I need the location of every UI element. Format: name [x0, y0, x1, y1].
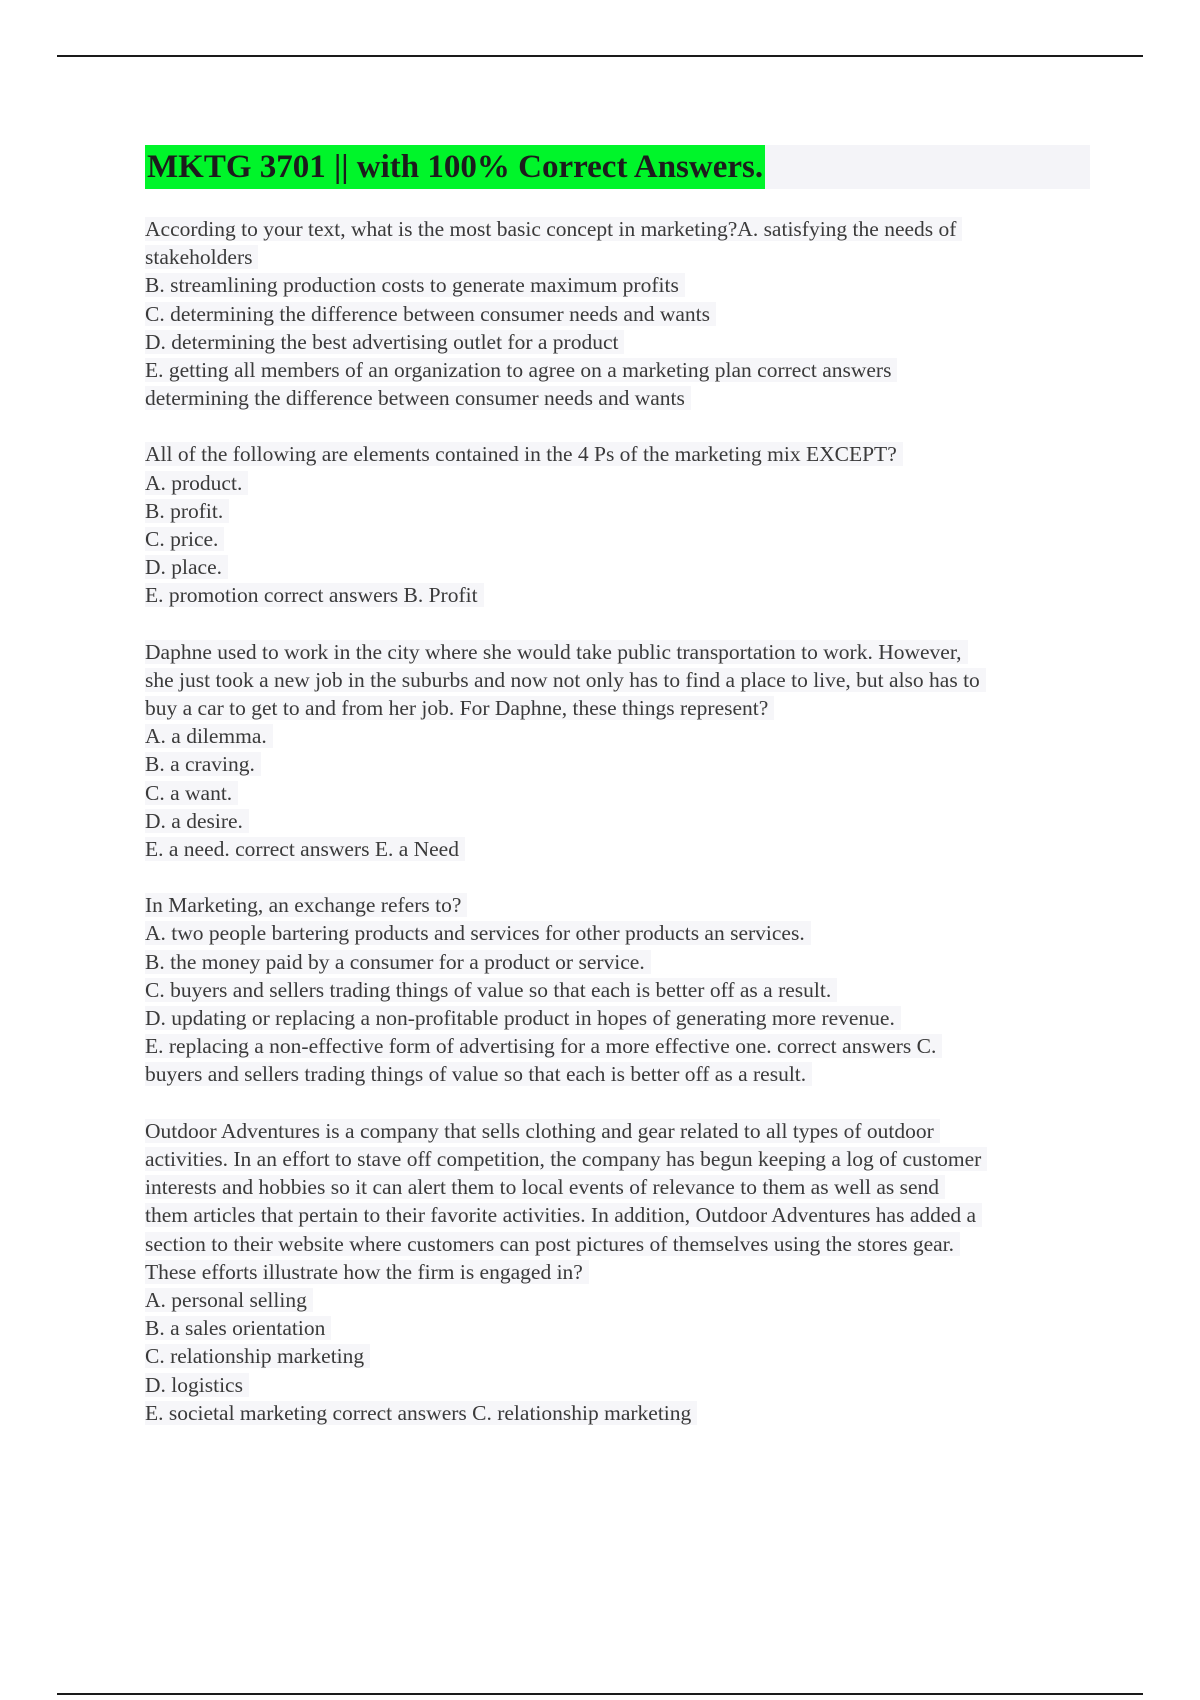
question-line-text: E. getting all members of an organization to agree on a marketing plan correct answers: [145, 358, 897, 382]
question-line: [145, 750, 1090, 778]
question-line-text: Outdoor Adventures is a company that sells clothing and gear related to all types of outdoor: [145, 1119, 940, 1143]
question-line-text: Daphne used to work in the city where she would take public transportation to work. However,: [145, 640, 968, 664]
question-line-text: section to their website where customers can post pictures of themselves using the stores gear.: [145, 1232, 960, 1256]
question-line-text: determining the difference between consumer needs and wants: [145, 386, 691, 410]
question-line: [145, 328, 1090, 356]
question-line-text: B. profit.: [145, 499, 229, 523]
bottom-rule: [57, 1693, 1143, 1695]
document-body: [145, 145, 1090, 1455]
question-line: [145, 581, 1090, 609]
question-line-text: E. replacing a non-effective form of advertising for a more effective one. correct answers C.: [145, 1034, 942, 1058]
question-line-text: stakeholders: [145, 245, 258, 269]
question-line-text: B. the money paid by a consumer for a product or service.: [145, 950, 651, 974]
question-line: [145, 1201, 1090, 1229]
question-line: [145, 1173, 1090, 1201]
question-line: [145, 1230, 1090, 1258]
question-line: [145, 1314, 1090, 1342]
question-block: [145, 215, 1090, 412]
question-line: [145, 1145, 1090, 1173]
question-list: [145, 215, 1090, 1427]
question-line: [145, 384, 1090, 412]
question-line-text: activities. In an effort to stave off competition, the company has begun keeping a log of customer: [145, 1147, 987, 1171]
question-line: [145, 948, 1090, 976]
question-line: [145, 666, 1090, 694]
question-line: [145, 779, 1090, 807]
question-line: [145, 243, 1090, 271]
question-line: [145, 919, 1090, 947]
question-block: [145, 891, 1090, 1088]
question-line-text: A. personal selling: [145, 1288, 313, 1312]
question-line: [145, 694, 1090, 722]
question-line-text: A. two people bartering products and services for other products an services.: [145, 921, 811, 945]
question-line-text: A. product.: [145, 471, 248, 495]
document-title: MKTG 3701 || with 100% Correct Answers.: [145, 145, 765, 189]
question-line-text: E. societal marketing correct answers C. relationship marketing: [145, 1401, 697, 1425]
question-line: [145, 1286, 1090, 1314]
question-line: [145, 1399, 1090, 1427]
question-line: [145, 553, 1090, 581]
title-band: [145, 145, 1090, 189]
question-line: [145, 638, 1090, 666]
question-line-text: buyers and sellers trading things of value so that each is better off as a result.: [145, 1062, 812, 1086]
question-line-text: In Marketing, an exchange refers to?: [145, 893, 467, 917]
question-line: [145, 976, 1090, 1004]
question-line-text: B. a sales orientation: [145, 1316, 331, 1340]
question-line-text: them articles that pertain to their favorite activities. In addition, Outdoor Adventures has added a: [145, 1203, 982, 1227]
question-line: [145, 525, 1090, 553]
question-line: [145, 497, 1090, 525]
question-line-text: C. buyers and sellers trading things of value so that each is better off as a result.: [145, 978, 837, 1002]
question-line-text: interests and hobbies so it can alert them to local events of relevance to them as well as send: [145, 1175, 945, 1199]
question-line: [145, 1258, 1090, 1286]
question-line: [145, 1032, 1090, 1060]
question-line-text: buy a car to get to and from her job. For Daphne, these things represent?: [145, 696, 774, 720]
question-line: [145, 1371, 1090, 1399]
question-line-text: B. a craving.: [145, 752, 261, 776]
question-block: [145, 1117, 1090, 1427]
question-line: [145, 300, 1090, 328]
question-line: [145, 1117, 1090, 1145]
question-line: [145, 356, 1090, 384]
question-line: [145, 1060, 1090, 1088]
question-line: [145, 469, 1090, 497]
question-line: [145, 1004, 1090, 1032]
question-line-text: These efforts illustrate how the firm is engaged in?: [145, 1260, 589, 1284]
question-line-text: C. a want.: [145, 781, 238, 805]
question-line-text: C. relationship marketing: [145, 1344, 370, 1368]
question-line-text: E. promotion correct answers B. Profit: [145, 583, 484, 607]
question-line: [145, 807, 1090, 835]
question-line-text: D. logistics: [145, 1373, 249, 1397]
question-line-text: she just took a new job in the suburbs and now not only has to find a place to live, but also has to: [145, 668, 986, 692]
question-line: [145, 1342, 1090, 1370]
question-line-text: D. updating or replacing a non-profitable product in hopes of generating more revenue.: [145, 1006, 901, 1030]
question-line-text: D. a desire.: [145, 809, 249, 833]
question-line-text: E. a need. correct answers E. a Need: [145, 837, 465, 861]
top-rule: [57, 55, 1143, 57]
question-line: [145, 215, 1090, 243]
question-line: [145, 891, 1090, 919]
question-line: [145, 440, 1090, 468]
question-line-text: C. price.: [145, 527, 224, 551]
question-line: [145, 722, 1090, 750]
question-line-text: A. a dilemma.: [145, 724, 273, 748]
question-line-text: B. streamlining production costs to generate maximum profits: [145, 273, 685, 297]
question-block: [145, 440, 1090, 609]
question-line: [145, 271, 1090, 299]
question-line-text: D. determining the best advertising outlet for a product: [145, 330, 624, 354]
question-line: [145, 835, 1090, 863]
question-line-text: All of the following are elements contained in the 4 Ps of the marketing mix EXCEPT?: [145, 442, 903, 466]
question-line-text: According to your text, what is the most basic concept in marketing?A. satisfying the needs of: [145, 217, 962, 241]
question-block: [145, 638, 1090, 864]
question-line-text: D. place.: [145, 555, 228, 579]
question-line-text: C. determining the difference between consumer needs and wants: [145, 302, 716, 326]
